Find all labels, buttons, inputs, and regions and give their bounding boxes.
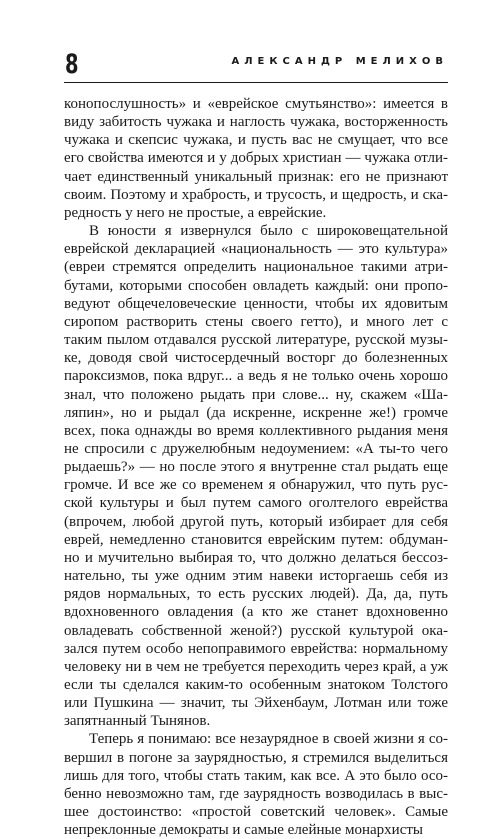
- paragraph: В юности я извернулся было с широковещательной еврейской декларацией «национальность — это культура» (евреи стремятся определить национальное такими атрибутами, которыми способен овладеть каждый: они проповедуют общечеловеческие ценности, чтобы их ядовитым сиропом растворить стены своего гетто), и много лет с таким пылом отдавался русской литературе, русской музыке, доводя свой чистосердечный восторг до болезненных пароксизмов, пока вдруг... а ведь я не только очень хорошо знал, что положено рыдать при слове... ну, скажем «Шаляпин», но и рыдал (да искренне, искренне же!) громче всех, пока однажды во время коллективного рыдания меня не спросили с дружелюбным недоумением: «А ты-то чего рыдаешь?» — но после этого я внутренне стал рыдать еще громче. И все же со временем я обнаружил, что путь русской культуры и был путем самого оголтелого еврейства (впрочем, любой другой путь, который избирает для себя еврей, немедленно становится еврейским путем: обдуманно и мучительно выбирая то, что должно делаться бессознательно, ты уже одним этим навеки исторгаешь себя из рядов нормальных, то есть русских людей). Да, да, путь вдохновенного овладения (а кто же станет вдохновенно овладевать собственной женой?) русской культурой оказался путем особо непоправимого еврейства: нормальному человеку ни в чем не требуется переходить через край, а уж если ты сделался каким-то особенным знатоком Толстого или Пушкина — значит, ты Эйхенбаум, Лотман или тоже запятнанный Тынянов.: [64, 223, 448, 730]
- paragraph: Теперь я понимаю: все незаурядное в своей жизни я совершил в погоне за заурядностью, я стремился выделиться лишь для того, чтобы стать таким, как все. А это было особенно невозможно там, где заурядность возводилась в высшее достоинство: «простой советский человек». Самые непреклонные демократы и самые елейные монархисты: [64, 731, 448, 839]
- running-head-author: АЛЕКСАНДР МЕЛИХОВ: [231, 56, 448, 67]
- page-number: 8: [65, 49, 79, 80]
- page-header: [64, 48, 448, 83]
- body-text: [64, 95, 448, 839]
- paragraph-continued: конопослушность» и «еврейское смутьянство»: имеется в виду забитость чужака и наглость чужака, восторженность чужака и скепсис чужака, и пусть вас не смущает, что все его свойства имеются и у добрых христиан — чужака отличает единственный уникальный признак: его не признают своим. Поэтому и храбрость, и трусость, и щедрость, и скаредность у него не простые, а еврейские.: [64, 96, 448, 221]
